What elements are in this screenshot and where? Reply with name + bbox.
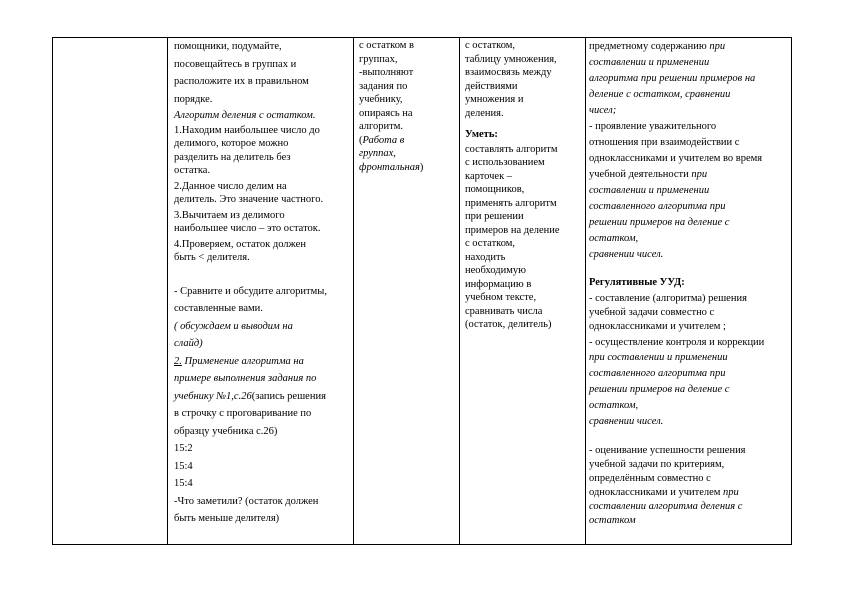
algorithm-step: 2.Данное число делим на (174, 180, 287, 192)
uud-text: предметному содержанию (589, 41, 707, 52)
paren: ) (419, 161, 424, 173)
uud-line (589, 39, 791, 55)
section-note: (запись решения (251, 390, 326, 402)
section-title: Применение алгоритма на (181, 355, 304, 367)
uud-italic: остатком, (589, 233, 639, 244)
uud-italic: при (723, 487, 739, 498)
uud-italic: составлении алгоритма деления с (589, 501, 743, 512)
can-line: (остаток, делитель) (465, 319, 552, 330)
column-divider (353, 38, 354, 544)
uud-text: одноклассниками и учителем (589, 487, 724, 498)
uud-line: учебной задачи совместно с (589, 307, 715, 318)
algorithm-step: остатка. (174, 165, 211, 176)
uud-italic: остатком (589, 515, 636, 526)
uud-line: отношения при взаимодействии с (589, 137, 740, 148)
uud-italic: алгоритма при решении примеров на (589, 73, 756, 84)
uud-italic: при (709, 41, 726, 52)
paren: ( (359, 134, 363, 146)
uud-italic: составленного алгоритма при (589, 368, 726, 379)
can-line: с использованием (465, 157, 545, 168)
can-line: карточек – (465, 170, 513, 182)
uud-italic: остатком, (589, 400, 639, 411)
result-line: взаимосвязь между (465, 67, 552, 78)
section-title-line (174, 390, 350, 405)
section-title: учебнику №1,с.26 (174, 390, 252, 402)
discuss-line: слайд) (174, 338, 203, 349)
section-note: образцу учебника с.26) (174, 425, 278, 437)
uud-line: одноклассниками и учителем во время (589, 153, 763, 164)
work-form: фронтальная (359, 161, 420, 173)
work-form-line (359, 161, 457, 175)
column-divider (585, 38, 586, 544)
subject-results-column (465, 39, 583, 332)
uud-line: одноклассниками и учителем ; (589, 321, 726, 332)
algorithm-step: 1.Находим наибольшее число до (174, 124, 320, 136)
uud-column (589, 39, 791, 528)
uud-line: - осуществление контроля и коррекции (589, 337, 765, 348)
student-line: опираясь на (359, 107, 413, 119)
intro-line: посовещайтесь в группах и (174, 58, 297, 70)
section-number: 2. (174, 355, 182, 367)
uud-line: учебной задачи по критериям, (589, 459, 725, 470)
intro-line: порядке. (174, 93, 213, 105)
can-line: примеров на деление (465, 224, 560, 236)
question-line: быть меньше делителя) (174, 513, 280, 524)
algorithm-step: делимого, которое можно (174, 138, 289, 149)
uud-line (589, 486, 791, 500)
work-form-line (359, 134, 457, 148)
uud-italic: деление с остатком, сравнении (589, 89, 731, 100)
can-line: находить (465, 251, 506, 263)
student-line: задания по (359, 80, 408, 92)
uud-text: учебной деятельности (589, 169, 689, 180)
uud-italic: составлении и применении (589, 57, 710, 68)
result-line: деления. (465, 107, 504, 119)
can-line: необходимую (465, 265, 526, 276)
uud-italic: при составлении и применении (589, 352, 728, 363)
work-form: Работа в (362, 134, 405, 146)
intro-line: помощники, подумайте, (174, 41, 282, 52)
algorithm-step: наибольшее число – это остаток. (174, 223, 321, 234)
can-line: при решении (465, 211, 524, 222)
student-line: учебнику, (359, 94, 403, 105)
student-activity-column (359, 39, 457, 174)
algorithm-step: разделить на делитель без (174, 151, 291, 163)
question-line: -Что заметили? (остаток должен (174, 495, 319, 507)
student-line: с остатком в (359, 40, 414, 51)
teacher-activity-column (174, 40, 350, 527)
section-note: в строчку с проговаривание по (174, 408, 312, 419)
column-divider (167, 38, 168, 544)
intro-line: расположите их в правильном (174, 76, 309, 87)
uud-italic: чисел; (589, 105, 617, 116)
can-line: составлять алгоритм (465, 143, 558, 155)
result-line: действиями (465, 80, 518, 92)
lesson-table (52, 37, 792, 545)
result-line: таблицу умножения, (465, 53, 557, 65)
compare-line: - Сравните и обсудите алгоритмы, (174, 285, 327, 297)
can-line: сравнивать числа (465, 305, 543, 317)
discuss-line: ( обсуждаем и выводим на (174, 320, 293, 332)
uud-line (589, 167, 791, 183)
column-divider (459, 38, 460, 544)
uud-line: - оценивание успешности решения (589, 445, 746, 456)
algorithm-step: делитель. Это значение частного. (174, 194, 324, 205)
uud-italic: составлении и применении (589, 185, 710, 196)
section-title: примере выполнения задания по (174, 373, 317, 384)
student-line: группах, (359, 53, 398, 65)
algorithm-step: 3.Вычитаем из делимого (174, 209, 285, 221)
example: 15:4 (174, 478, 193, 489)
result-line: с остатком, (465, 40, 516, 51)
can-line: с остатком, (465, 238, 516, 249)
can-line: информацию в (465, 278, 532, 290)
student-line: алгоритм. (359, 121, 404, 132)
result-line: умножения и (465, 94, 524, 105)
uud-italic: решении примеров на деление с (589, 217, 730, 228)
can-line: применять алгоритм (465, 197, 557, 209)
algorithm-step: быть < делителя. (174, 252, 250, 263)
uud-line: - составление (алгоритма) решения (589, 293, 747, 304)
uud-italic: решении примеров на деление с (589, 384, 730, 395)
work-form: группах, (359, 148, 396, 159)
example: 15:2 (174, 443, 193, 454)
section-heading (174, 355, 350, 370)
uud-italic: сравнении чисел. (589, 416, 664, 427)
can-line: учебном тексте, (465, 292, 537, 303)
algorithm-title: Алгоритм деления с остатком. (174, 110, 316, 121)
student-line: -выполняют (359, 67, 414, 78)
uud-italic: составленного алгоритма при (589, 201, 726, 212)
uud-line: - проявление уважительного (589, 121, 717, 132)
uud-line: определённым совместно с (589, 473, 711, 484)
can-label: Уметь: (465, 129, 498, 140)
compare-line: составленные вами. (174, 303, 263, 314)
example: 15:4 (174, 460, 193, 472)
algorithm-step: 4.Проверяем, остаток должен (174, 238, 306, 250)
uud-italic: при (691, 169, 708, 180)
can-line: помощников, (465, 184, 525, 195)
regulative-title: Регулятивные УУД: (589, 277, 685, 288)
uud-italic: сравнении чисел. (589, 249, 664, 260)
